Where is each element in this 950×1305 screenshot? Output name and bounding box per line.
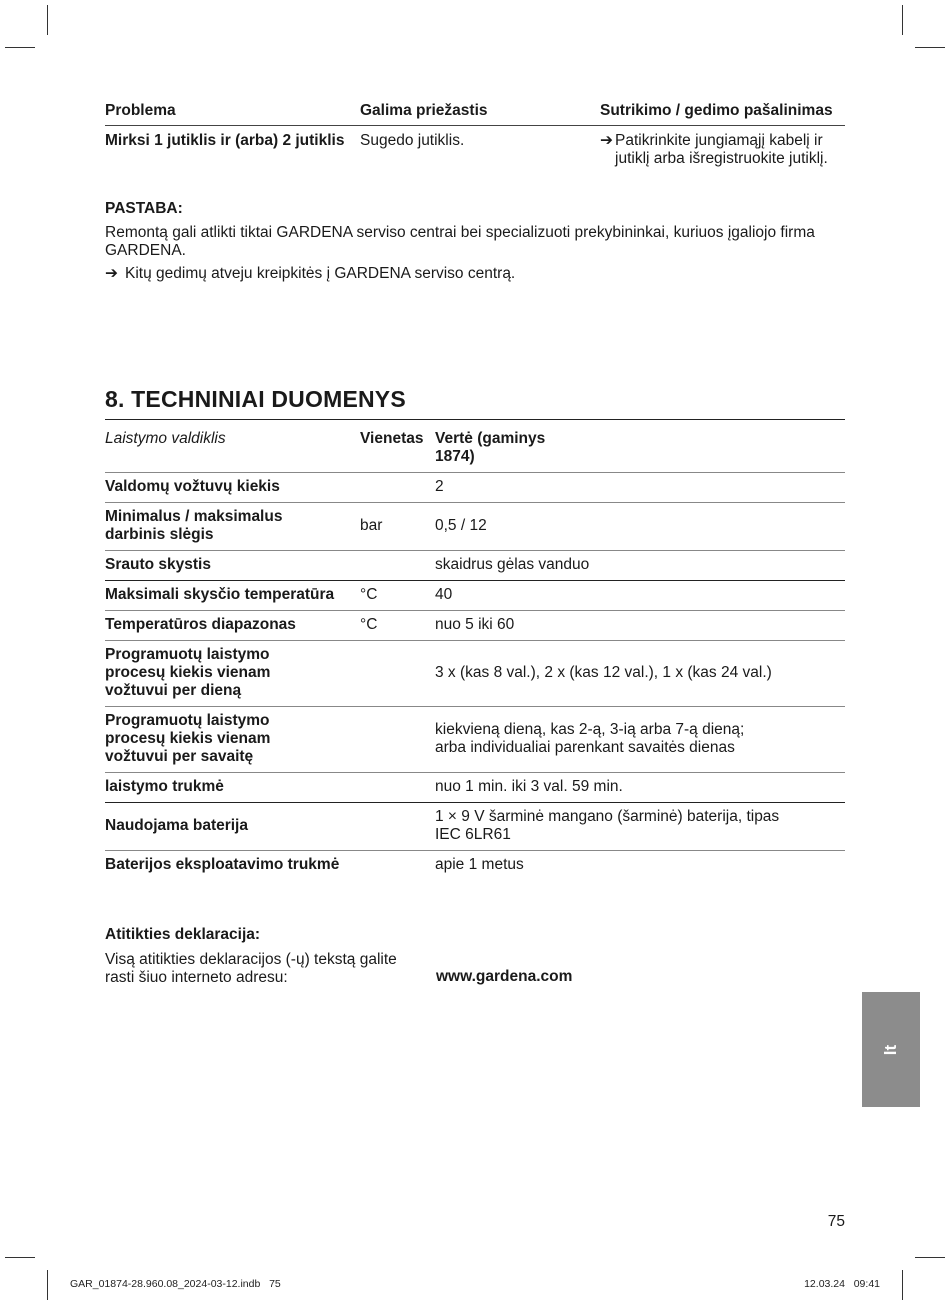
crop-mark <box>5 1257 35 1258</box>
declaration-row <box>105 951 845 987</box>
spec-name: Naudojama baterija <box>105 817 248 834</box>
spec-name: Programuotų laistymo procesų kiekis vienam vožtuvui per savaitę <box>105 712 271 765</box>
spec-value: 2 <box>435 478 444 495</box>
table-row <box>105 126 845 168</box>
declaration-block <box>105 926 845 987</box>
table-row <box>105 773 845 803</box>
troubleshooting-table <box>105 102 845 168</box>
crop-mark <box>47 5 48 35</box>
language-tab <box>862 992 920 1107</box>
arrow-right-icon: ➔ <box>105 265 118 282</box>
table-row <box>105 551 845 581</box>
cause-cell: Sugedo jutiklis. <box>360 132 465 149</box>
spec-name: Maksimali skysčio temperatūra <box>105 586 335 603</box>
declaration-url[interactable]: www.gardena.com <box>436 968 573 985</box>
technical-data-section <box>105 385 845 880</box>
print-datetime: 12.03.24 09:41 <box>804 1278 880 1290</box>
header-device: Laistymo valdiklis <box>105 430 226 447</box>
problem-cell: Mirksi 1 jutiklis ir (arba) 2 jutiklis <box>105 132 345 149</box>
crop-mark <box>902 1270 903 1300</box>
table-row <box>105 473 845 503</box>
spec-value: 3 x (kas 8 val.), 2 x (kas 12 val.), 1 x (kas 24 val.) <box>435 664 772 681</box>
crop-mark <box>915 1257 945 1258</box>
specs-table <box>105 420 845 880</box>
header-value: Vertė (gaminys 1874) <box>435 430 546 465</box>
language-code: lt <box>880 1044 900 1055</box>
spec-value: 1 × 9 V šarminė mangano (šarminė) baterija, tipas IEC 6LR61 <box>435 808 780 843</box>
header-remedy: Sutrikimo / gedimo pašalinimas <box>600 102 833 119</box>
spec-name: Minimalus / maksimalus darbinis slėgis <box>105 508 283 543</box>
note-arrow-item <box>105 265 845 283</box>
spec-value: 40 <box>435 586 453 603</box>
specs-header-row <box>105 420 845 473</box>
note-arrow-text: Kitų gedimų atveju kreipkitės į GARDENA serviso centrą. <box>125 265 516 282</box>
remedy-cell <box>600 132 845 168</box>
note-title: PASTABA: <box>105 200 183 217</box>
crop-mark <box>902 5 903 35</box>
table-row <box>105 851 845 880</box>
header-cause: Galima priežastis <box>360 102 488 119</box>
header-unit: Vienetas <box>360 430 424 447</box>
section-title: 8. TECHNINIAI DUOMENYS <box>105 385 845 420</box>
spec-unit: bar <box>360 517 383 534</box>
spec-name: Baterijos eksploatavimo trukmė <box>105 856 340 873</box>
spec-name: Srauto skystis <box>105 556 211 573</box>
table-row <box>105 707 845 773</box>
spec-value: skaidrus gėlas vanduo <box>435 556 590 573</box>
note-block <box>105 200 845 283</box>
spec-name: Temperatūros diapazonas <box>105 616 296 633</box>
crop-mark <box>5 47 35 48</box>
troubleshooting-header-row <box>105 102 845 126</box>
crop-mark <box>915 47 945 48</box>
spec-name: Valdomų vožtuvų kiekis <box>105 478 280 495</box>
remedy-text: Patikrinkite jungiamąjį kabelį ir jutiklį arba išregistruokite jutiklį. <box>615 132 828 167</box>
spec-unit: °C <box>360 586 378 603</box>
spec-value: nuo 5 iki 60 <box>435 616 515 633</box>
spec-value: 0,5 / 12 <box>435 517 487 534</box>
spec-name: laistymo trukmė <box>105 778 224 795</box>
spec-value: apie 1 metus <box>435 856 524 873</box>
table-row <box>105 803 845 851</box>
crop-mark <box>47 1270 48 1300</box>
spec-name: Programuotų laistymo procesų kiekis vienam vožtuvui per dieną <box>105 646 271 699</box>
spec-unit: °C <box>360 616 378 633</box>
header-problem: Problema <box>105 102 176 119</box>
page-number: 75 <box>827 1213 845 1230</box>
note-text: Remontą gali atlikti tiktai GARDENA serviso centrai bei specializuoti prekybininkai, kuriuos įgaliojo firma GARDENA. <box>105 224 815 259</box>
table-row <box>105 581 845 611</box>
spec-value: nuo 1 min. iki 3 val. 59 min. <box>435 778 623 795</box>
arrow-right-icon: ➔ <box>600 132 613 149</box>
table-row <box>105 611 845 641</box>
table-row <box>105 641 845 707</box>
table-row <box>105 503 845 551</box>
print-file-info: GAR_01874-28.960.08_2024-03-12.indb 75 <box>70 1278 281 1290</box>
declaration-text: Visą atitikties deklaracijos (-ų) tekstą galite rasti šiuo interneto adresu: <box>105 951 397 986</box>
declaration-title: Atitikties deklaracija: <box>105 926 261 943</box>
spec-value: kiekvieną dieną, kas 2-ą, 3-ią arba 7-ą dieną; arba individualiai parenkant savaitės dienas <box>435 721 745 756</box>
